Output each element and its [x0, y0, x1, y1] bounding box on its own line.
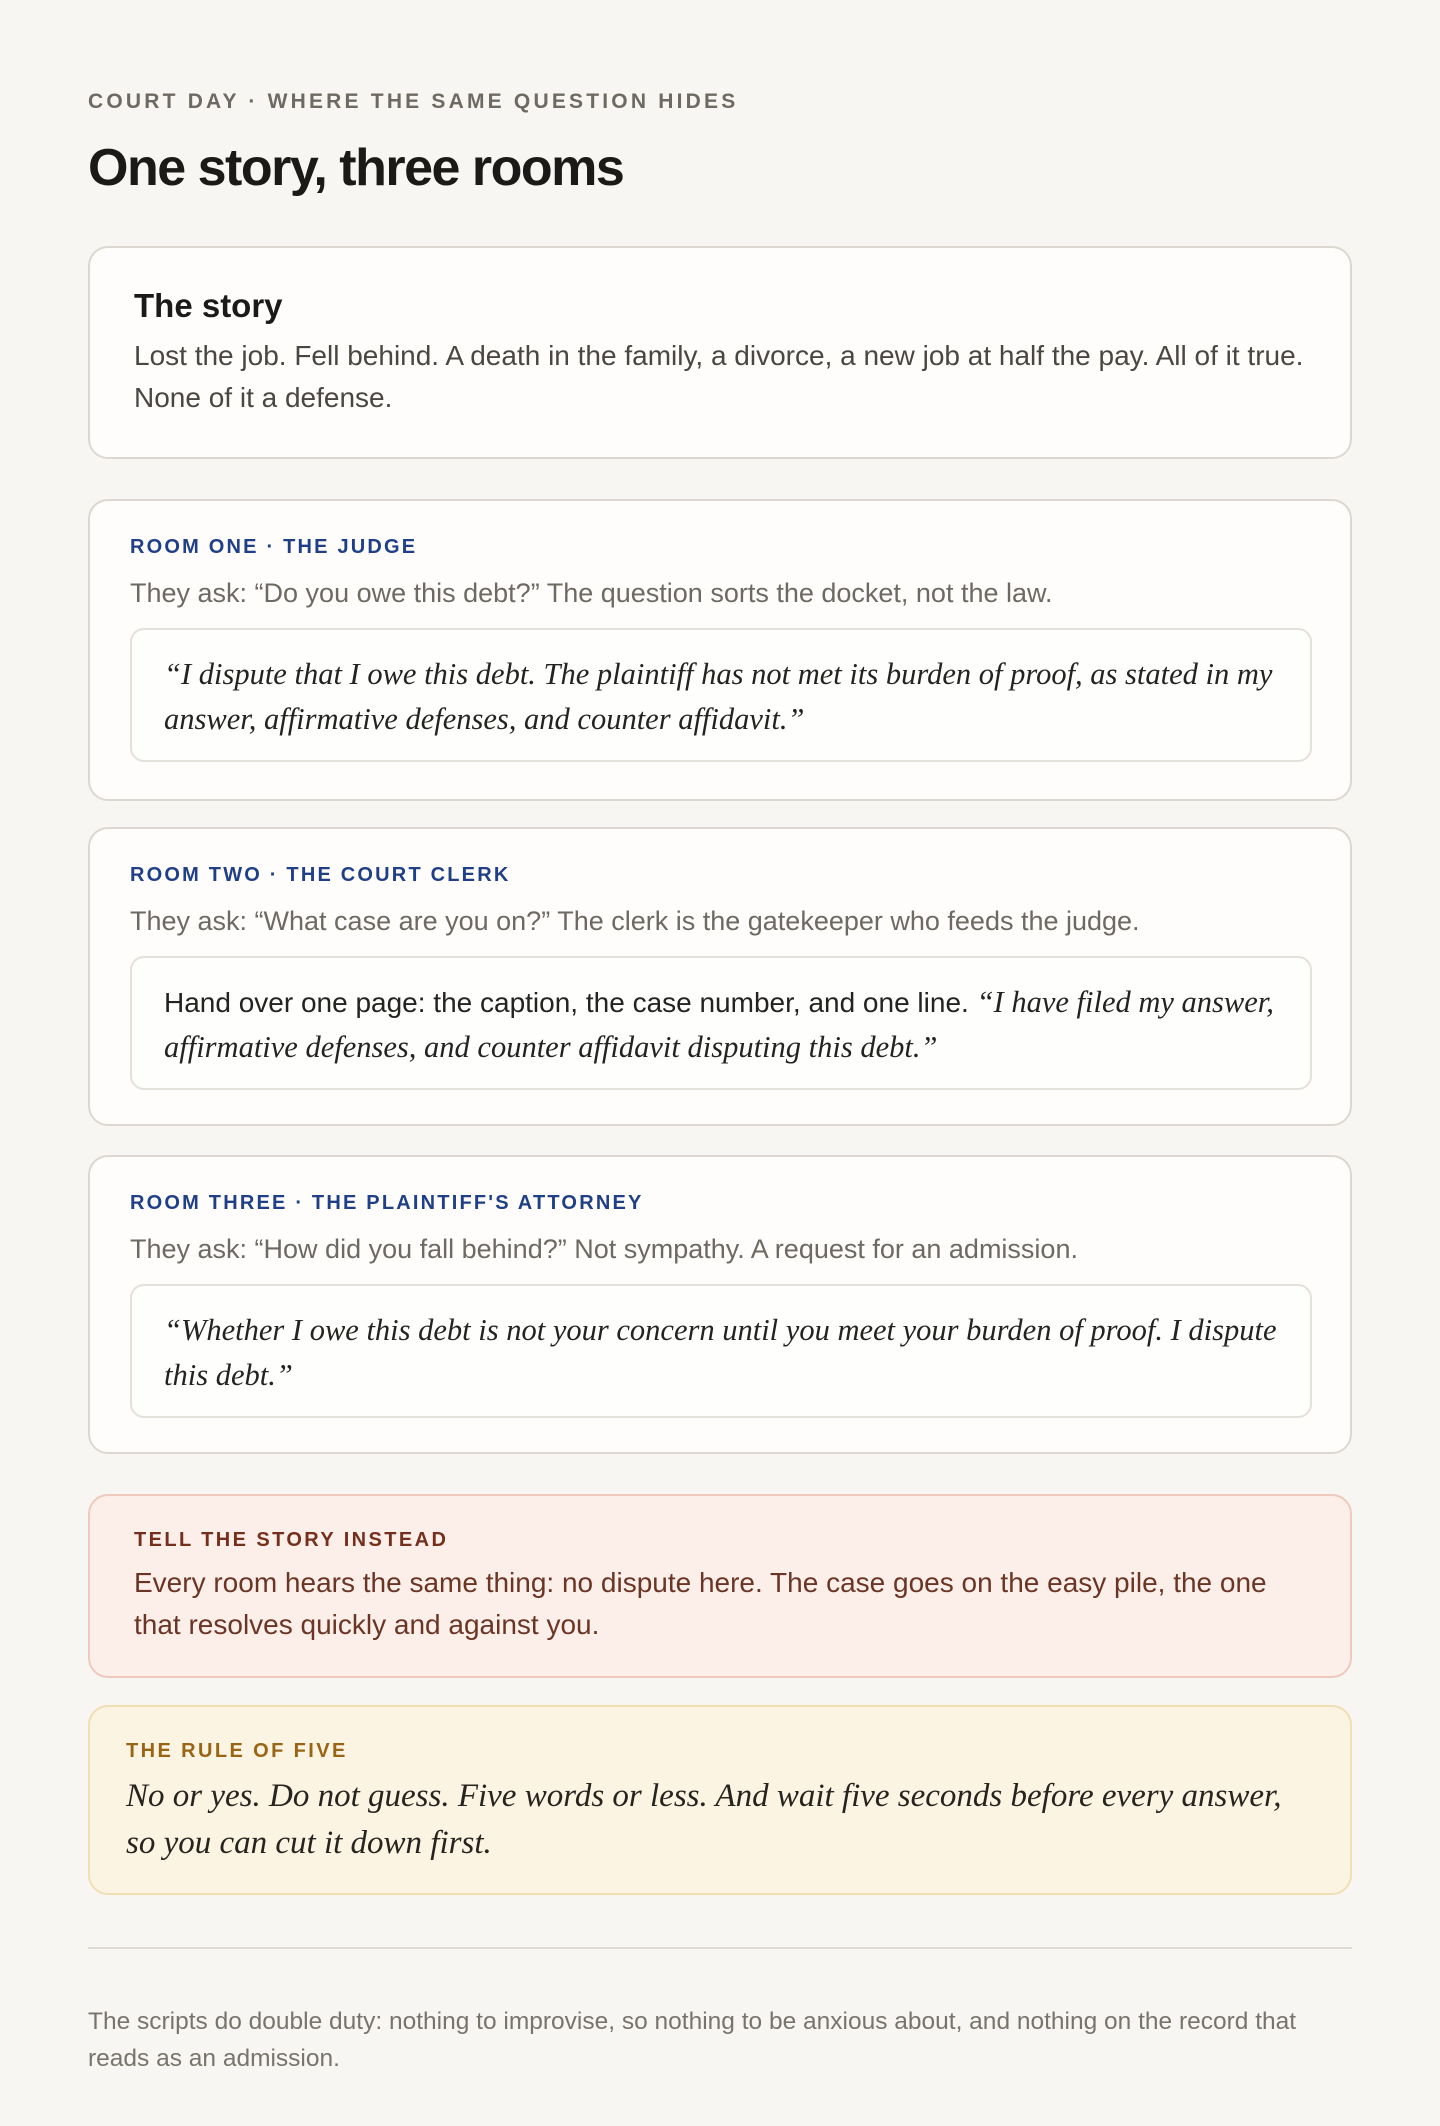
script-lead: Hand over one page: the caption, the case number, and one line. — [164, 987, 977, 1018]
rule-label: THE RULE OF FIVE — [126, 1740, 348, 1762]
story-card — [88, 246, 1352, 459]
room-question: They ask: “What case are you on?” The clerk is the gatekeeper who feeds the judge. — [130, 906, 1140, 936]
script-box — [130, 1284, 1312, 1418]
room-label: ROOM TWO · THE COURT CLERK — [130, 864, 511, 886]
eyebrow: COURT DAY · WHERE THE SAME QUESTION HIDES — [88, 90, 739, 113]
divider — [88, 1947, 1352, 1949]
warning-label: TELL THE STORY INSTEAD — [134, 1529, 449, 1551]
room-question: They ask: “How did you fall behind?” Not sympathy. A request for an admission. — [130, 1234, 1078, 1264]
story-title: The story — [134, 287, 283, 324]
room-label: ROOM THREE · THE PLAINTIFF'S ATTORNEY — [130, 1192, 644, 1214]
room-card-judge — [88, 499, 1352, 801]
page-title: One story, three rooms — [88, 139, 624, 197]
rule-card — [88, 1705, 1352, 1895]
room-question: They ask: “Do you owe this debt?” The question sorts the docket, not the law. — [130, 578, 1053, 608]
rule-body: No or yes. Do not guess. Five words or less. And wait five seconds before every answer, so you can cut it down first. — [126, 1778, 1282, 1861]
warning-card — [88, 1494, 1352, 1678]
room-card-attorney — [88, 1155, 1352, 1454]
script-text: “Whether I owe this debt is not your concern until you meet your burden of proof. I dispute this debt.” — [164, 1313, 1277, 1392]
room-label: ROOM ONE · THE JUDGE — [130, 536, 418, 558]
room-card-clerk — [88, 827, 1352, 1126]
script-text: “I have filed my answer, affirmative defenses, and counter affidavit disputing this debt.” — [164, 985, 1274, 1064]
script-box — [130, 628, 1312, 762]
script-box — [130, 956, 1312, 1090]
script-text: “I dispute that I owe this debt. The plaintiff has not met its burden of proof, as stated in my answer, affirmative defenses, and counter affidavit.” — [164, 657, 1273, 736]
footnote: The scripts do double duty: nothing to improvise, so nothing to be anxious about, and nothing on the record that reads as an admission. — [88, 2007, 1297, 2072]
warning-body: Every room hears the same thing: no dispute here. The case goes on the easy pile, the one that resolves quickly and against you. — [134, 1567, 1267, 1640]
story-body: Lost the job. Fell behind. A death in the family, a divorce, a new job at half the pay. All of it true. None of it a defense. — [134, 340, 1304, 413]
